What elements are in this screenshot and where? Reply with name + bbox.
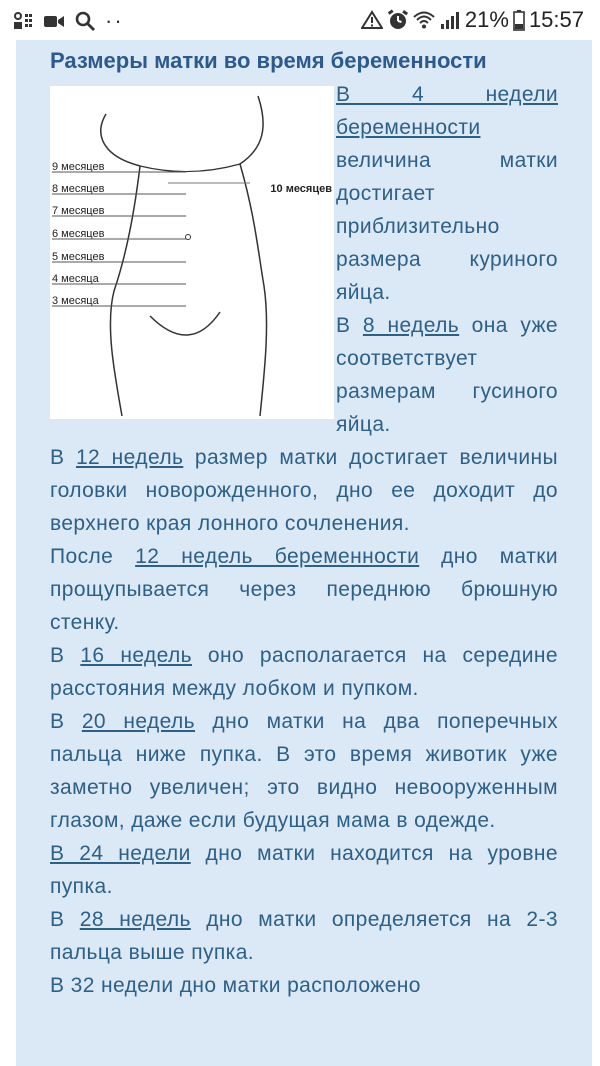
paragraph-5	[50, 639, 558, 705]
paragraph-8-text: дно матки определяется на 2-3 пальца выше пупка.	[50, 908, 558, 964]
month-label-10: 10 месяцев	[270, 183, 332, 195]
search-icon	[74, 10, 96, 32]
paragraph-7-text: дно матки находится на уровне пупка.	[50, 842, 558, 898]
link-20-weeks[interactable]: 20 недель	[81, 710, 196, 733]
paragraph-5-prefix: В	[50, 644, 81, 667]
paragraph-2-text: она уже соответствует размерам гусиного яйца.	[336, 314, 558, 436]
paragraph-4-text: дно матки прощупывается через переднюю брюшную стенку.	[50, 545, 558, 634]
link-24-weeks[interactable]: В 24 недели	[50, 842, 191, 865]
paragraph-6-text: дно матки на два поперечных пальца ниже пупка. В это время животик уже заметно увеличен; это видно невооруженным глазом, даже если будущая мама в одежде.	[50, 710, 558, 832]
page-title: Размеры матки во время беременности	[50, 48, 487, 73]
video-camera-icon	[43, 10, 65, 32]
paragraph-3	[50, 441, 558, 540]
month-label: 6 месяцев	[52, 228, 105, 240]
uterus-size-diagram	[50, 86, 334, 419]
link-12-weeks-pregnancy[interactable]: 12 недель беременности	[135, 545, 420, 568]
paragraph-4-prefix: После	[50, 545, 136, 568]
paragraph-7	[50, 837, 558, 903]
wifi-icon	[413, 9, 435, 31]
link-12-weeks[interactable]: 12 недель	[75, 446, 184, 469]
paragraph-5-text: оно располагается на середине расстояния между лобком и пупком.	[50, 644, 558, 700]
month-label: 4 месяца	[52, 273, 99, 285]
shoulder-curve	[140, 164, 240, 172]
paragraph-8	[50, 903, 558, 969]
paragraph-8-prefix: В	[50, 908, 80, 931]
alarm-clock-icon	[387, 9, 409, 31]
link-28-weeks[interactable]: 28 недель	[79, 908, 191, 931]
month-label: 5 месяцев	[52, 251, 105, 263]
paragraph-3-prefix: В	[50, 446, 76, 469]
article-container	[16, 40, 592, 1066]
uterus-size-diagram-svg	[50, 86, 334, 419]
paragraph-4	[50, 540, 558, 639]
navel-mark	[186, 235, 191, 240]
month-label: 8 месяцев	[52, 183, 105, 195]
battery-percentage: 21%	[464, 7, 509, 32]
battery-icon	[513, 9, 525, 31]
signal-strength-icon	[439, 9, 461, 31]
link-4-weeks[interactable]: В 4 недели беременности	[336, 83, 558, 139]
link-16-weeks[interactable]: 16 недель	[80, 644, 192, 667]
pubic-curve	[150, 312, 220, 335]
paragraph-3-text: размер матки достигает величины головки новорожденного, дно ее доходит до верхнего края лонного сочленения.	[50, 446, 558, 535]
status-bar	[0, 0, 600, 40]
paragraph-6-prefix: В	[50, 710, 82, 733]
body-outline-left	[101, 114, 140, 416]
paragraph-9: В 32 недели дно матки расположено	[50, 974, 421, 997]
paragraph-2-prefix: В	[336, 314, 363, 337]
month-label: 7 месяцев	[52, 205, 105, 217]
warning-icon	[361, 9, 383, 31]
clock-time: 15:57	[528, 7, 584, 32]
paragraph-6	[50, 705, 558, 837]
body-outline-right	[240, 96, 267, 416]
more-notifications-indicator: ··	[105, 8, 124, 33]
link-8-weeks[interactable]: 8 недель	[362, 314, 460, 337]
month-label: 3 месяца	[52, 295, 99, 307]
paragraph-1-text: величина матки достигает приблизительно размера куриного яйца.	[336, 149, 558, 304]
vpn-key-icon	[12, 10, 34, 32]
article-content	[50, 44, 558, 1002]
month-label: 9 месяцев	[52, 161, 105, 173]
